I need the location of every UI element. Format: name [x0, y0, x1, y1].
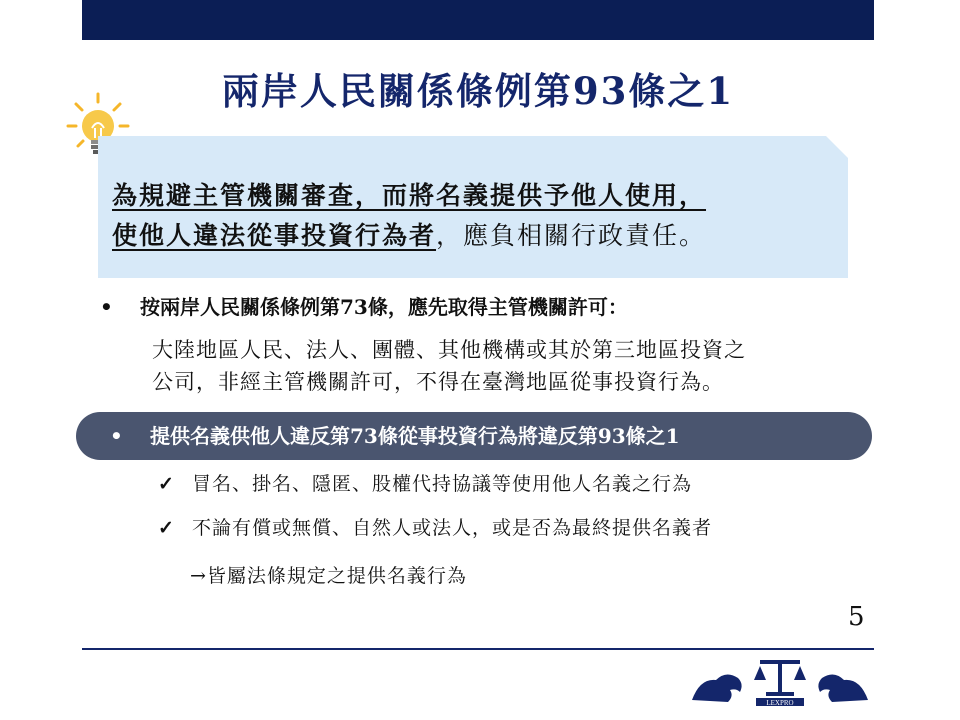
bullet-marker: •	[100, 295, 113, 319]
header-bar	[82, 0, 874, 40]
highlight-bullet-marker: •	[110, 424, 123, 448]
callout-line2-underlined: 使他人違法從事投資行為者	[112, 221, 437, 250]
highlight-bullet	[76, 412, 872, 460]
callout-text	[112, 176, 852, 256]
bullet-text: 按兩岸人民關係條例第73條，應先取得主管機關許可：	[140, 295, 628, 319]
paragraph-line2: 公司，非經主管機關許可，不得在臺灣地區從事投資行為。	[152, 370, 724, 394]
check-icon: ✓	[158, 473, 175, 495]
bullet-item	[100, 292, 628, 322]
check-item-text: 冒名、掛名、隱匿、股權代持協議等使用他人名義之行為	[192, 473, 693, 495]
check-icon: ✓	[158, 517, 175, 539]
callout-line2-rest: ，應負相關行政責任。	[436, 221, 707, 250]
paragraph-line1: 大陸地區人民、法人、團體、其他機構或其於第三地區投資之	[152, 338, 746, 362]
lexpro-logo	[686, 652, 874, 710]
logo-text: LEXPRO	[766, 699, 794, 707]
slide-title: 兩岸人民關係條例第93條之1	[221, 69, 735, 113]
law-paragraph	[152, 334, 892, 398]
check-item-text: 不論有償或無償、自然人或法人，或是否為最終提供名義者	[192, 517, 713, 539]
highlight-bullet-text: 提供名義供他人違反第73條從事投資行為將違反第93條之1	[150, 424, 680, 448]
page-number: 5	[848, 602, 865, 632]
conclusion-text: →皆屬法條規定之提供名義行為	[190, 565, 467, 587]
check-item	[158, 514, 712, 542]
callout-line1: 為規避主管機關審查，而將名義提供予他人使用，	[112, 181, 707, 210]
check-item	[158, 470, 692, 498]
footer-divider	[82, 648, 874, 650]
